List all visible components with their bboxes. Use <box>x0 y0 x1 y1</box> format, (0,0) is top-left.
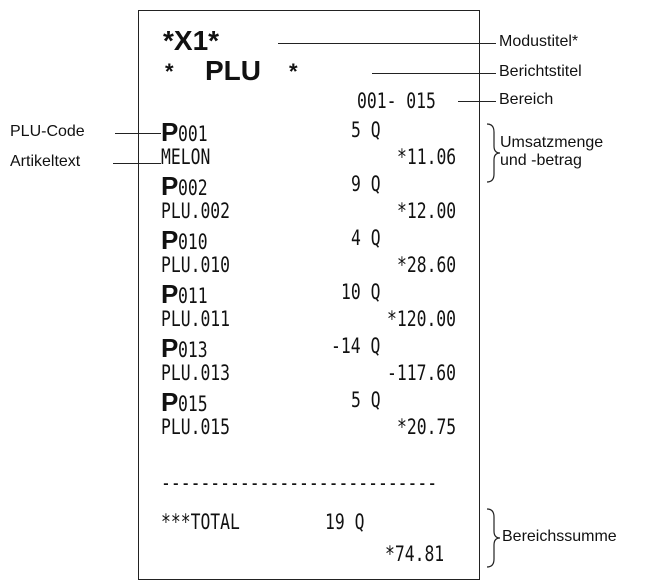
item-quantity: 9 Q <box>351 172 381 196</box>
range-total-annotation: Bereichssumme <box>502 528 617 545</box>
item-name: MELON <box>161 145 211 169</box>
item-code-number: 002 <box>178 176 208 200</box>
item-code-number: 010 <box>178 230 208 254</box>
plu-code-annotation: PLU-Code <box>10 123 85 140</box>
item-code-number: 015 <box>178 392 208 416</box>
range-annotation: Bereich <box>499 91 554 108</box>
item-name: PLU.002 <box>161 199 231 223</box>
item-text-leader <box>113 163 161 164</box>
item-p-letter: P <box>161 333 179 363</box>
item-code-number: 013 <box>178 338 208 362</box>
item-quantity: -14 Q <box>331 334 381 358</box>
item-quantity: 10 Q <box>341 280 381 304</box>
item-amount: *12.00 <box>397 199 457 223</box>
plu-code-leader <box>115 133 161 134</box>
report-title-right-star: * <box>289 59 298 84</box>
total-amount: *74.81 <box>385 542 445 566</box>
total-label: ***TOTAL <box>161 510 240 534</box>
range: 001- 015 <box>357 89 436 113</box>
item-text-annotation: Artikeltext <box>10 153 81 170</box>
item-amount: *11.06 <box>397 145 457 169</box>
item-amount: *20.75 <box>397 415 457 439</box>
item-quantity: 4 Q <box>351 226 381 250</box>
item-p-letter: P <box>161 279 179 309</box>
item-name: PLU.010 <box>161 253 231 277</box>
separator: ---------------------------- <box>161 471 438 495</box>
item-plu-code <box>161 387 216 418</box>
item-amount: -117.60 <box>387 361 457 385</box>
item-plu-code <box>161 225 216 256</box>
item-p-letter: P <box>161 387 179 417</box>
total-brace <box>485 507 501 569</box>
report-title: PLU <box>205 55 261 86</box>
total-qty: 19 Q <box>325 510 365 534</box>
item-name: PLU.011 <box>161 307 231 331</box>
report-title-left-star: * <box>165 59 174 84</box>
sales-annotation-line1: Umsatzmenge <box>500 134 604 151</box>
mode-title-annotation: Modustitel* <box>499 33 579 50</box>
sales-brace <box>485 122 501 184</box>
report-title-leader <box>372 73 496 74</box>
item-name: PLU.015 <box>161 415 231 439</box>
item-amount: *28.60 <box>397 253 457 277</box>
item-amount: *120.00 <box>387 307 457 331</box>
mode-title-leader <box>278 43 496 44</box>
item-name: PLU.013 <box>161 361 231 385</box>
item-p-letter: P <box>161 171 179 201</box>
item-plu-code <box>161 333 216 364</box>
item-quantity: 5 Q <box>351 118 381 142</box>
item-plu-code <box>161 279 216 310</box>
report-title-annotation: Berichtstitel <box>499 63 582 80</box>
item-plu-code <box>161 171 216 202</box>
item-plu-code <box>161 117 216 148</box>
item-p-letter: P <box>161 225 179 255</box>
item-code-number: 001 <box>178 122 208 146</box>
item-p-letter: P <box>161 117 179 147</box>
receipt <box>138 10 480 580</box>
range-leader <box>458 101 496 102</box>
sales-annotation-line2: und -betrag <box>500 152 582 169</box>
item-quantity: 5 Q <box>351 388 381 412</box>
mode-title: *X1* <box>163 25 220 56</box>
item-code-number: 011 <box>178 284 208 308</box>
